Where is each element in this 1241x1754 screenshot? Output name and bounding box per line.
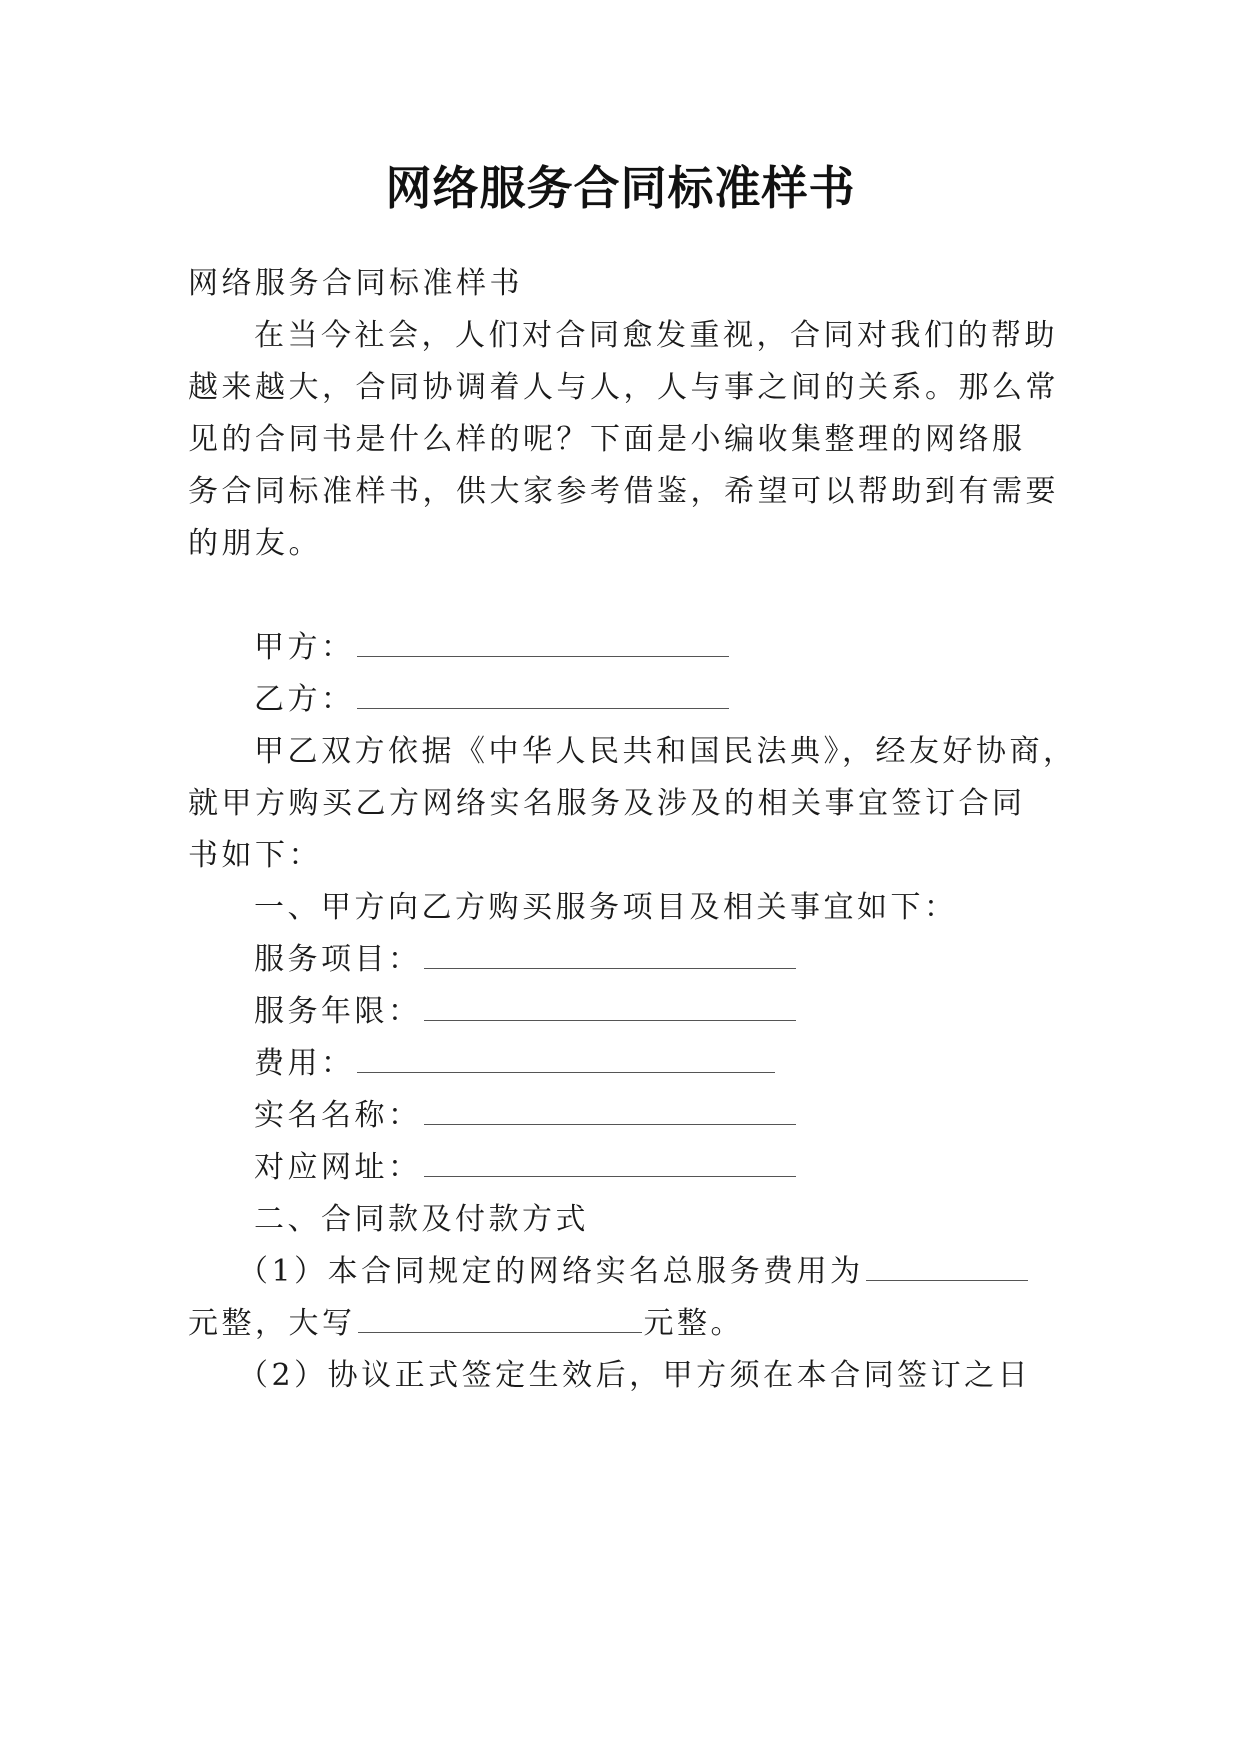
clause2-line-1: （2）协议正式签定生效后，甲方须在本合同签订之日 [238, 1358, 1032, 1393]
intro-line-4: 务合同标准样书，供大家参考借鉴，希望可以帮助到有需要 [188, 474, 1059, 509]
preamble-line-2: 就甲方购买乙方网络实名服务及涉及的相关事宜签订合同 [188, 786, 1026, 821]
fee-row [254, 1044, 777, 1084]
realname-blank[interactable] [424, 1098, 796, 1125]
clause1-text-b: 元整，大写 [188, 1306, 356, 1341]
realname-label: 实名名称： [254, 1098, 422, 1133]
party-b-blank[interactable] [357, 682, 729, 709]
total-fee-words-blank[interactable] [358, 1306, 642, 1333]
clause1-line-2 [188, 1304, 744, 1344]
intro-line-3: 见的合同书是什么样的呢？下面是小编收集整理的网络服 [188, 422, 1026, 457]
url-row [254, 1148, 798, 1188]
section2-heading: 二、合同款及付款方式 [254, 1202, 589, 1237]
service-term-blank[interactable] [424, 994, 796, 1021]
service-item-row [254, 940, 798, 980]
party-a-label: 甲方： [254, 630, 355, 665]
party-b-label: 乙方： [254, 682, 355, 717]
clause1-text-a: （1）本合同规定的网络实名总服务费用为 [238, 1254, 864, 1289]
preamble-line-1: 甲乙双方依据《中华人民共和国民法典》，经友好协商， [254, 734, 1077, 769]
preamble-line-3: 书如下： [188, 838, 322, 873]
fee-label: 费用： [254, 1046, 355, 1081]
url-blank[interactable] [424, 1150, 796, 1177]
fee-blank[interactable] [357, 1046, 775, 1073]
party-a-blank[interactable] [357, 630, 729, 657]
service-term-row [254, 992, 798, 1032]
url-label: 对应网址： [254, 1150, 422, 1185]
total-fee-blank[interactable] [866, 1254, 1028, 1281]
section1-heading: 一、甲方向乙方购买服务项目及相关事宜如下： [254, 890, 958, 925]
clause1-text-c: 元整。 [643, 1306, 744, 1341]
service-term-label: 服务年限： [254, 994, 422, 1029]
service-item-blank[interactable] [424, 942, 796, 969]
intro-line-1: 在当今社会，人们对合同愈发重视，合同对我们的帮助 [254, 318, 1058, 353]
realname-row [254, 1096, 798, 1136]
party-b-row [254, 680, 731, 720]
intro-line-2: 越来越大，合同协调着人与人，人与事之间的关系。那么常 [188, 370, 1059, 405]
service-item-label: 服务项目： [254, 942, 422, 977]
intro-line-5: 的朋友。 [188, 526, 322, 561]
document-title: 网络服务合同标准样书 [385, 161, 856, 215]
party-a-row [254, 628, 731, 668]
clause1-line-1 [238, 1252, 1030, 1292]
document-subtitle: 网络服务合同标准样书 [188, 266, 523, 301]
